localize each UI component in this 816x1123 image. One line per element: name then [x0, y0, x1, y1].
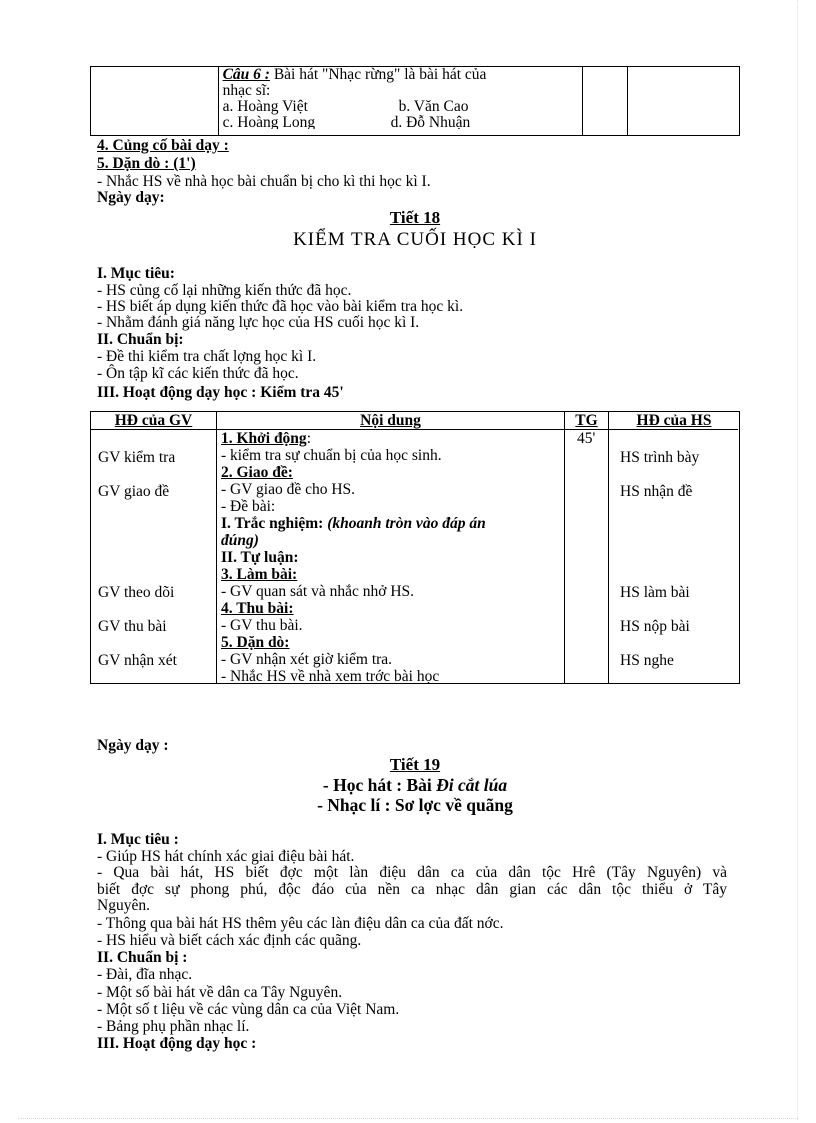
- dan-do-heading: 5. Dặn dò : (1'): [97, 155, 196, 172]
- question-col-gv: [91, 67, 219, 136]
- lesson19-mt4: - HS hiểu và biết cách xác định các quãng.: [97, 932, 362, 949]
- question-col-tg: [583, 67, 628, 136]
- lesson18-cb2: - Ôn tập kĩ các kiến thức đã học.: [97, 365, 299, 382]
- question-col-content: [218, 67, 583, 136]
- lesson19-cb3: - Một số t liệu về các vùng dân ca của Việt Nam.: [97, 1001, 400, 1018]
- option-row-cd: [223, 115, 583, 129]
- content-thu-bai: 4. Thu bài:: [221, 600, 294, 617]
- ngay-day-2: Ngày dạy :: [97, 737, 169, 754]
- lesson19-chuan-bi: II. Chuẩn bị :: [97, 949, 188, 966]
- lesson19-sub2: - Nhạc lí : Sơ lợc về quãng: [317, 795, 513, 815]
- content-khoi-dong-text: - kiểm tra sự chuẩn bị của học sinh.: [221, 447, 442, 464]
- lesson18-cb1: - Đề thi kiểm tra chất lợng học kì I.: [97, 348, 317, 365]
- lesson19-sub1: - Học hát : Bài Đi cắt lúa: [322, 775, 508, 795]
- lesson19-mt1: - Giúp HS hát chính xác giai điệu bài hát.: [97, 848, 355, 865]
- lesson19-mt2c: Nguyên.: [97, 897, 150, 914]
- hs-row-5: HS nghe: [620, 652, 674, 669]
- activity-table: [90, 411, 740, 684]
- content-khoi-dong: 1. Khởi động:: [221, 430, 311, 447]
- lesson18-hoat-dong: III. Hoạt động dạy học : Kiểm tra 45': [97, 384, 344, 401]
- content-trac-nghiem-2: đúng): [221, 532, 259, 549]
- tg-value: 45': [577, 430, 596, 447]
- header-tg: TG: [575, 412, 598, 429]
- content-tu-luan: II. Tự luận:: [221, 549, 299, 566]
- content-thu-bai-text: - GV thu bài.: [221, 617, 303, 634]
- header-gv: HĐ của GV: [114, 412, 193, 429]
- question-line-1: [223, 67, 573, 83]
- lesson18-title: KIỂM TRA CUỐI HỌC KÌ I: [293, 229, 537, 250]
- lesson19-cb2: - Một số bài hát về dân ca Tây Nguyên.: [97, 984, 343, 1001]
- lesson19-mt2b: biết đợc sự phong phú, độc đáo của nền ca nhạc dân gian các dân tộc thiểu ở Tây: [97, 881, 727, 898]
- hs-row-1: HS trình bày: [620, 449, 700, 466]
- content-giao-de: 2. Giao đề:: [221, 464, 293, 481]
- hs-row-4: HS nộp bài: [620, 618, 690, 635]
- option-d: d. Đỗ Nhuận: [390, 115, 471, 129]
- content-dan-do-text2: - Nhắc HS về nhà xem trớc bài học: [221, 668, 440, 683]
- hs-row-2: HS nhận đề: [620, 483, 693, 500]
- question-table: [90, 66, 740, 136]
- content-lam-bai-text: - GV quan sát và nhắc nhở HS.: [221, 583, 415, 600]
- option-c: c. Hoàng Long: [222, 115, 316, 129]
- lesson18-mt2: - HS biết áp dụng kiến thức đã học vào bài kiểm tra học kì.: [97, 298, 464, 315]
- content-giao-de-text1: - GV giao đề cho HS.: [221, 481, 356, 498]
- lesson19-mt2a: - Qua bài hát, HS biết đợc một làn điệu dân ca của dân tộc Hrê (Tây Nguyên) và: [97, 864, 727, 881]
- question-label: Câu 6 :: [222, 66, 270, 83]
- lesson19-cb4: - Bảng phụ phần nhạc lí.: [97, 1018, 250, 1035]
- lesson18-mt3: - Nhằm đánh giá năng lực học của HS cuối học kì I.: [97, 314, 420, 331]
- lesson19-muc-tieu: I. Mục tiêu :: [97, 831, 179, 848]
- lesson19-hoat-dong: III. Hoạt động dạy học :: [97, 1035, 257, 1052]
- lesson18-chuan-bi: II. Chuẩn bị:: [97, 331, 184, 348]
- cung-co-heading: 4. Củng cố bài dạy :: [97, 137, 229, 154]
- content-trac-nghiem: I. Trắc nghiệm: (khoanh tròn vào đáp án: [221, 515, 486, 532]
- header-hs: HĐ của HS: [636, 412, 712, 429]
- gv-row-4: GV thu bài: [98, 618, 167, 635]
- lesson18-tiet: Tiết 18: [389, 208, 441, 227]
- hs-row-3: HS làm bài: [620, 584, 690, 601]
- ngay-day-1: Ngày dạy:: [97, 189, 165, 206]
- content-lam-bai: 3. Làm bài:: [221, 566, 298, 583]
- option-b: b. Văn Cao: [398, 98, 469, 115]
- gv-row-1: GV kiểm tra: [98, 449, 176, 466]
- question-col-hs: [628, 67, 740, 136]
- gv-row-5: GV nhận xét: [98, 652, 177, 669]
- lesson18-mt1: - HS củng cố lại những kiến thức đã học.: [97, 282, 352, 299]
- lesson19-cb1: - Đài, đĩa nhạc.: [97, 966, 193, 983]
- content-column: [221, 430, 561, 683]
- page-bottom-border: [18, 1118, 798, 1119]
- question-text-2: nhạc sĩ:: [222, 82, 271, 99]
- gv-row-3: GV theo dõi: [98, 584, 175, 601]
- content-dan-do: 5. Dặn dò:: [221, 634, 290, 651]
- content-dan-do-text1: - GV nhận xét giờ kiểm tra.: [221, 651, 393, 668]
- option-row-ab: [223, 99, 583, 115]
- option-a: a. Hoàng Việt: [222, 98, 308, 115]
- dan-do-text: - Nhắc HS về nhà học bài chuẩn bị cho kì thi học kì I.: [97, 173, 431, 190]
- lesson18-muc-tieu: I. Mục tiêu:: [97, 265, 175, 282]
- page-right-border: [797, 0, 798, 1120]
- header-content: Nội dung: [360, 412, 421, 429]
- gv-row-2: GV giao đề: [98, 483, 170, 500]
- content-giao-de-text2: - Đề bài:: [221, 498, 276, 515]
- lesson19-tiet: Tiết 19: [389, 755, 441, 774]
- question-text: Bài hát "Nhạc rừng" là bài hát của: [269, 66, 487, 83]
- lesson19-mt3: - Thông qua bài hát HS thêm yêu các làn điệu dân ca của đất nớc.: [97, 915, 504, 932]
